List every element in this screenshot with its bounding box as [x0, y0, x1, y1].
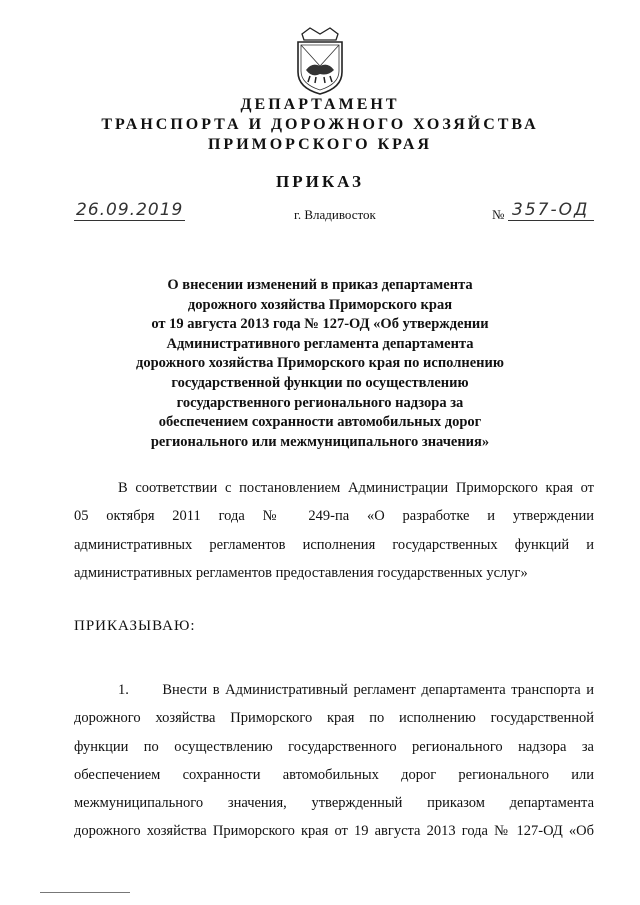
- paragraph-line: функции по осуществлению государственного регионального надзора за: [74, 738, 594, 755]
- paragraph-line: В соответствии с постановлением Администрации Приморского края от: [118, 480, 594, 496]
- order-date-handwritten: 26.09.2019: [76, 200, 184, 220]
- paragraph-line: 05 октября 2011 года № 249-па «О разработке и утверждении: [74, 508, 594, 525]
- heading-line: О внесении изменений в приказ департамента: [167, 277, 473, 293]
- heading-line: Административного регламента департамента: [166, 335, 474, 352]
- command-word: ПРИКАЗЫВАЮ:: [74, 618, 196, 634]
- department-name-line-1: ДЕПАРТАМЕНТ: [240, 96, 400, 113]
- paragraph-line: дорожного хозяйства Приморского края по исполнению государственной: [74, 710, 594, 727]
- order-subject-heading: [120, 276, 520, 452]
- paragraph-line: межмуниципального значения, утвержденный приказом департамента: [74, 795, 594, 812]
- heading-line: регионального или межмуниципального значения»: [150, 433, 490, 450]
- heading-line: дорожного хозяйства Приморского края по исполнению: [136, 355, 504, 372]
- order-number-sign: №: [492, 207, 505, 222]
- heading-line: от 19 августа 2013 года № 127-ОД «Об утверждении: [151, 316, 489, 333]
- coat-of-arms-emblem: [292, 26, 348, 96]
- heading-line: государственного регионального надзора за: [176, 394, 464, 411]
- department-name-line-3: ПРИМОРСКОГО КРАЯ: [207, 136, 433, 153]
- order-title: ПРИКАЗ: [276, 172, 364, 191]
- heading-line: государственной функции по осуществлению: [171, 374, 469, 391]
- heading-line: обеспечением сохранности автомобильных дорог: [158, 414, 482, 431]
- paragraph-line: обеспечением сохранности автомобильных дорог регионального или: [74, 766, 594, 783]
- heading-line: дорожного хозяйства Приморского края: [187, 296, 453, 313]
- paragraph-line: административных регламентов исполнения государственных функций и: [74, 536, 594, 553]
- paragraph-line: дорожного хозяйства Приморского края от 19 августа 2013 года № 127-ОД «Об: [74, 823, 594, 840]
- footer-rule: [40, 892, 130, 893]
- paragraph-line: административных регламентов предоставления государственных услуг»: [74, 564, 528, 581]
- department-name-line-2: ТРАНСПОРТА И ДОРОЖНОГО ХОЗЯЙСТВА: [101, 116, 539, 133]
- paragraph-line: 1. Внести в Административный регламент департамента транспорта и: [118, 682, 594, 698]
- order-number-handwritten: 357-ОД: [508, 200, 594, 221]
- item-1-paragraph: [74, 676, 594, 846]
- order-city: г. Владивосток: [294, 207, 376, 222]
- preamble-paragraph: [74, 474, 594, 587]
